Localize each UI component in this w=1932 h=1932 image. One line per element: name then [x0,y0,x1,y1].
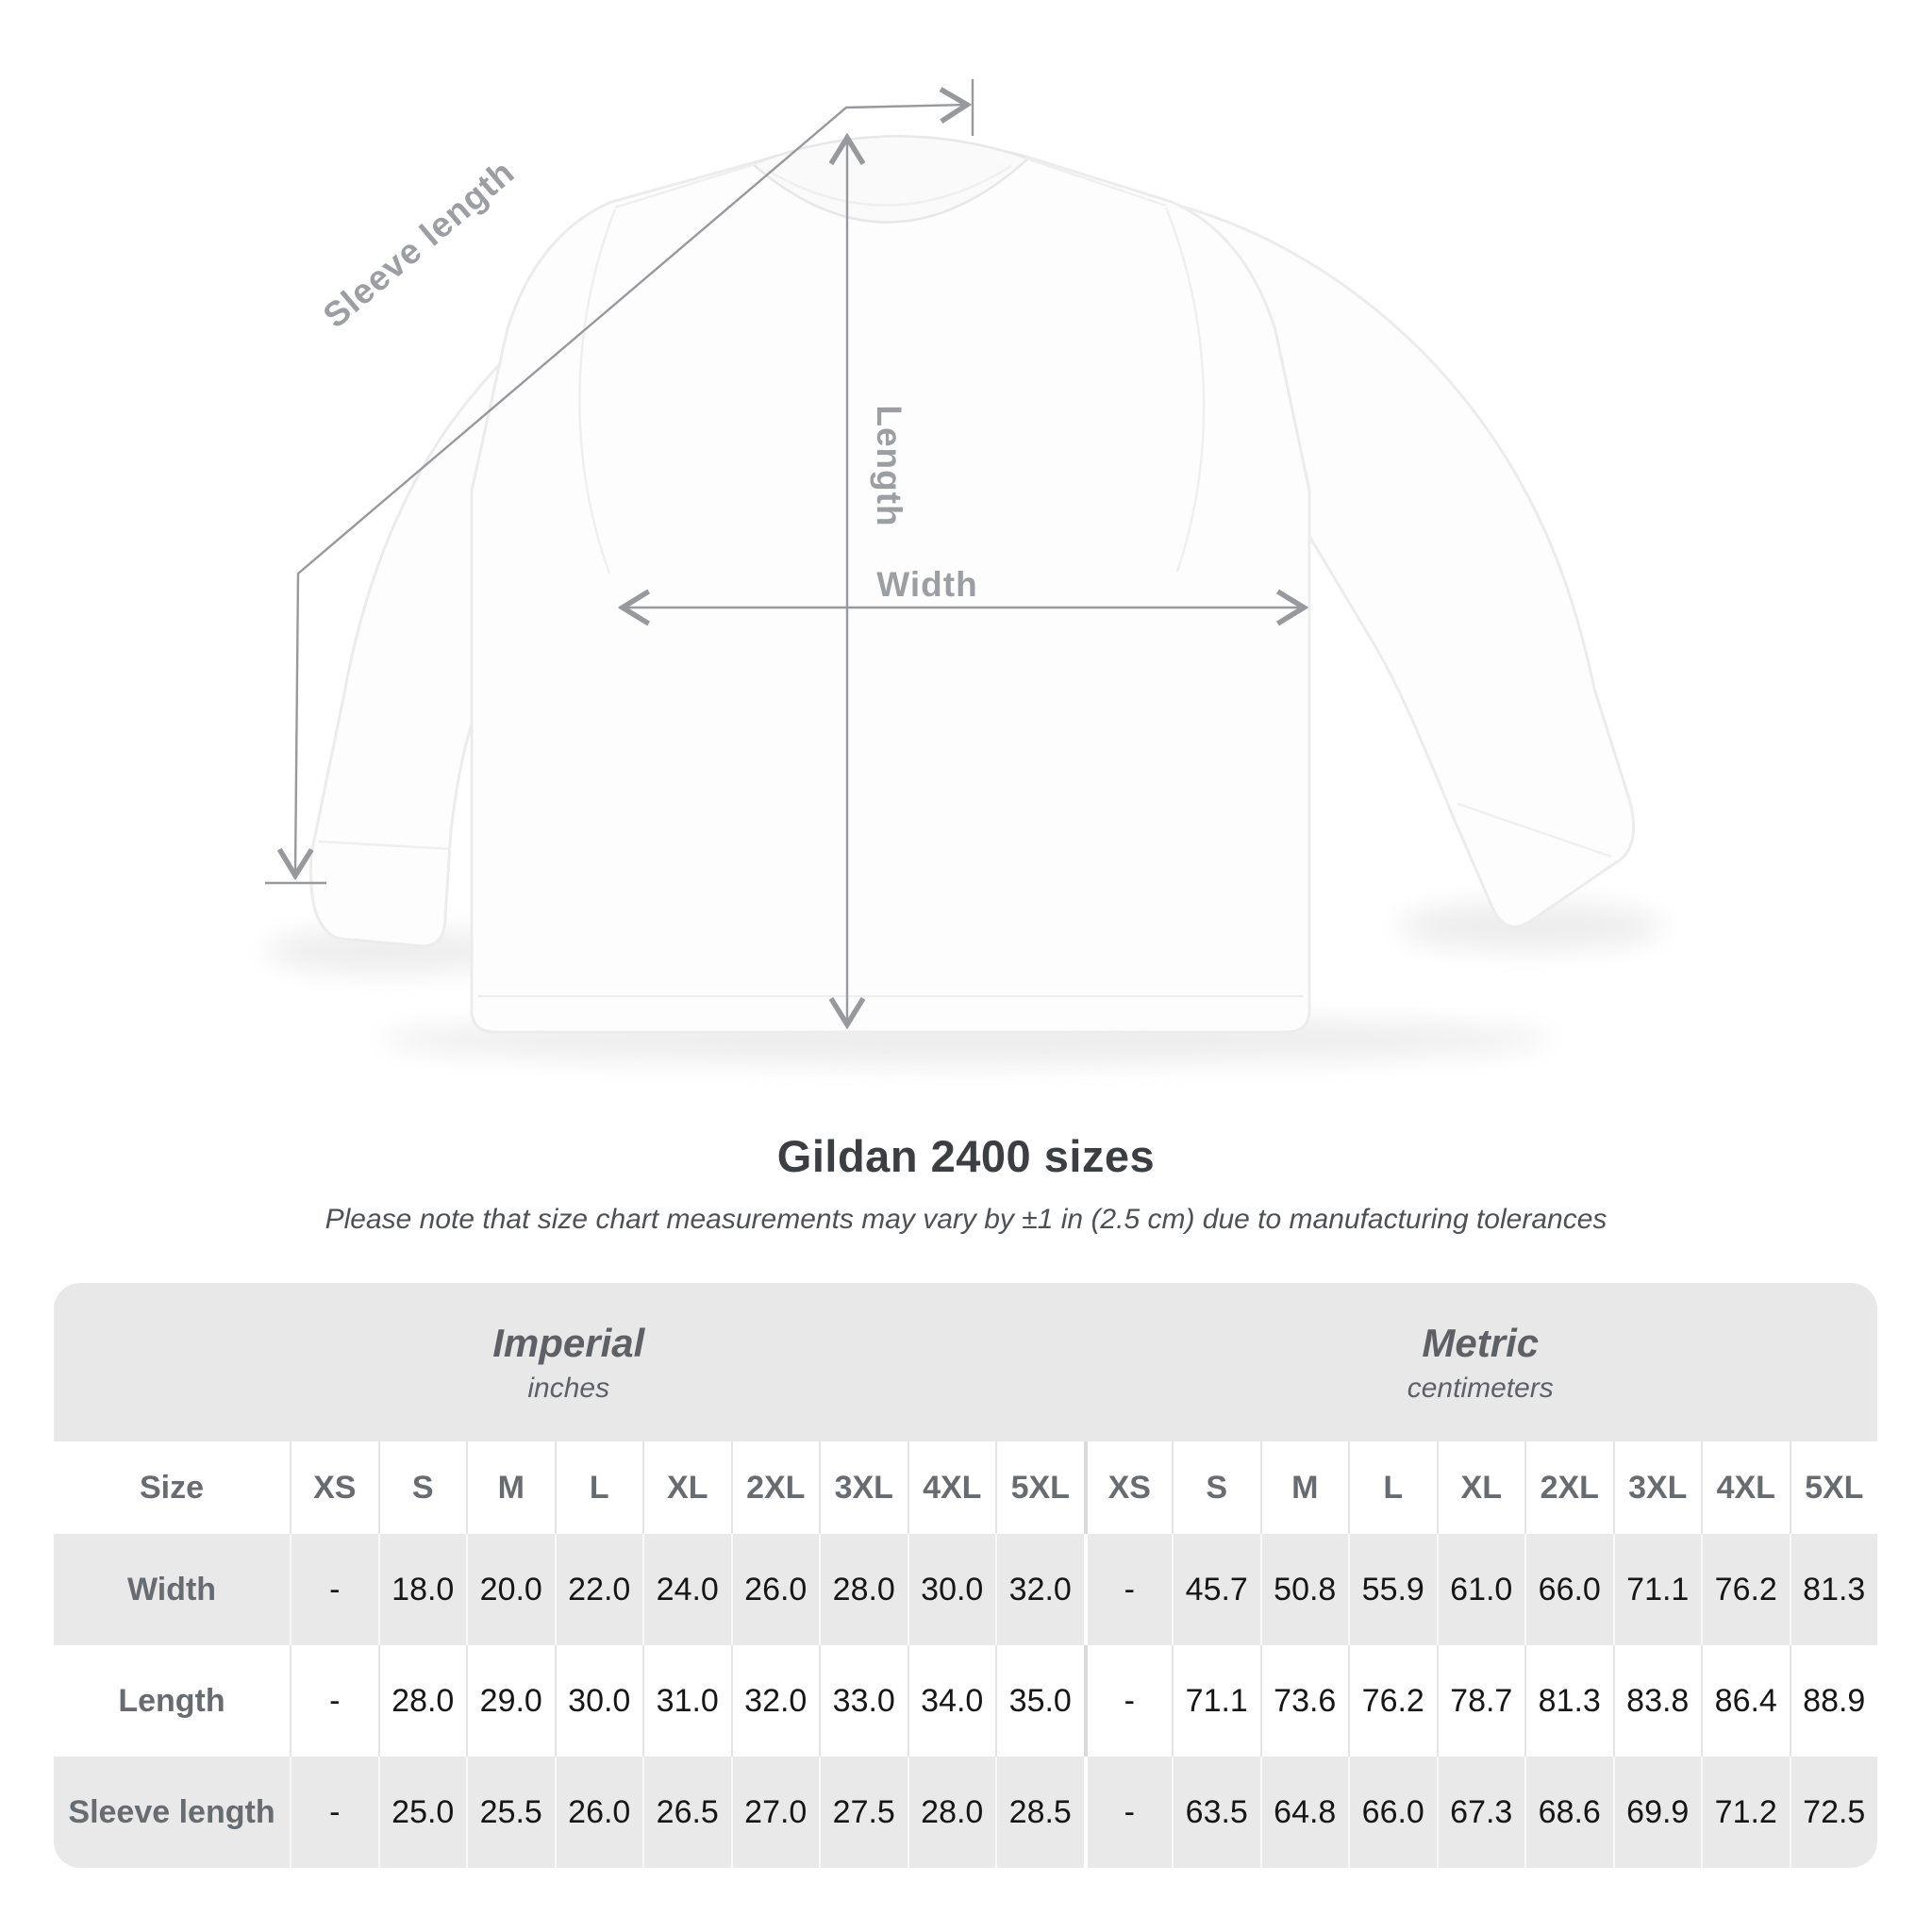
value-imperial: 24.0 [642,1534,731,1645]
value-metric: 63.5 [1172,1757,1260,1868]
size-header-metric-5xl: 5XL [1790,1441,1878,1534]
size-header-metric-m: M [1260,1441,1349,1534]
value-imperial: 30.0 [908,1534,996,1645]
unit-group-imperial [54,1283,1084,1441]
value-metric: 68.6 [1524,1757,1613,1868]
value-metric: 71.1 [1613,1534,1702,1645]
size-table [54,1283,1877,1868]
size-header-imperial-2xl: 2XL [731,1441,820,1534]
value-imperial: 25.5 [466,1757,555,1868]
value-metric: 66.0 [1348,1757,1437,1868]
value-imperial: - [290,1645,378,1757]
value-metric: 83.8 [1613,1645,1702,1757]
size-header-metric-3xl: 3XL [1613,1441,1702,1534]
size-header-imperial-3xl: 3XL [819,1441,908,1534]
diagram-label-sleeve-length: Sleeve length [315,152,523,336]
value-metric: - [1084,1645,1173,1757]
value-metric: 76.2 [1348,1645,1437,1757]
value-imperial: 31.0 [642,1645,731,1757]
value-metric: 69.9 [1613,1757,1702,1868]
size-header-metric-l: L [1348,1441,1437,1534]
value-imperial: 35.0 [995,1645,1084,1757]
size-header-imperial-s: S [378,1441,467,1534]
value-metric: 88.9 [1790,1645,1878,1757]
value-imperial: 32.0 [731,1645,820,1757]
diagram-label-length: Length [870,405,908,527]
value-metric: 71.1 [1172,1645,1260,1757]
diagram-label-width: Width [876,565,978,604]
size-table-grid [54,1283,1877,1868]
unit-group-imperial-sublabel: inches [527,1372,610,1404]
value-metric: 71.2 [1701,1757,1790,1868]
row-label: Sleeve length [54,1757,290,1868]
value-imperial: 18.0 [378,1534,467,1645]
value-imperial: 28.5 [995,1757,1084,1868]
unit-group-metric [1084,1283,1878,1441]
value-metric: 55.9 [1348,1534,1437,1645]
value-metric: 61.0 [1437,1534,1525,1645]
value-metric: 67.3 [1437,1757,1525,1868]
value-imperial: 26.0 [731,1534,820,1645]
unit-group-metric-sublabel: centimeters [1407,1372,1554,1404]
size-header-imperial-xl: XL [642,1441,731,1534]
value-imperial: 25.0 [378,1757,467,1868]
size-header-imperial-m: M [466,1441,555,1534]
size-header-metric-xl: XL [1437,1441,1525,1534]
size-header-imperial-4xl: 4XL [908,1441,996,1534]
value-imperial: 32.0 [995,1534,1084,1645]
value-metric: 81.3 [1790,1534,1878,1645]
value-imperial: 33.0 [819,1645,908,1757]
size-header-metric-xs: XS [1084,1441,1173,1534]
value-metric: 64.8 [1260,1757,1349,1868]
row-label: Width [54,1534,290,1645]
tolerance-note: Please note that size chart measurements may vary by ±1 in (2.5 cm) due to manufacturing tolerances [325,1204,1607,1235]
size-header-imperial-l: L [555,1441,643,1534]
value-metric: 86.4 [1701,1645,1790,1757]
page-title: Gildan 2400 sizes [776,1131,1156,1181]
value-imperial: 34.0 [908,1645,996,1757]
value-imperial: 28.0 [819,1534,908,1645]
value-imperial: 20.0 [466,1534,555,1645]
size-header-imperial-5xl: 5XL [995,1441,1084,1534]
size-header-metric-s: S [1172,1441,1260,1534]
value-metric: 73.6 [1260,1645,1349,1757]
value-imperial: 28.0 [378,1645,467,1757]
value-metric: 72.5 [1790,1757,1878,1868]
unit-group-imperial-label: Imperial [492,1320,645,1365]
value-metric: - [1084,1757,1173,1868]
value-imperial: 30.0 [555,1645,643,1757]
value-imperial: 22.0 [555,1534,643,1645]
row-label: Length [54,1645,290,1757]
size-header-metric-4xl: 4XL [1701,1441,1790,1534]
value-imperial: 26.5 [642,1757,731,1868]
value-metric: 66.0 [1524,1534,1613,1645]
value-imperial: 29.0 [466,1645,555,1757]
size-header-metric-2xl: 2XL [1524,1441,1613,1534]
value-imperial: - [290,1757,378,1868]
size-column-header: Size [54,1441,290,1534]
size-header-imperial-xs: XS [290,1441,378,1534]
value-imperial: 28.0 [908,1757,996,1868]
value-metric: - [1084,1534,1173,1645]
value-metric: 81.3 [1524,1645,1613,1757]
value-imperial: 27.5 [819,1757,908,1868]
value-imperial: 26.0 [555,1757,643,1868]
value-metric: 78.7 [1437,1645,1525,1757]
value-imperial: - [290,1534,378,1645]
value-metric: 45.7 [1172,1534,1260,1645]
value-metric: 76.2 [1701,1534,1790,1645]
unit-group-metric-label: Metric [1422,1320,1540,1365]
value-metric: 50.8 [1260,1534,1349,1645]
value-imperial: 27.0 [731,1757,820,1868]
